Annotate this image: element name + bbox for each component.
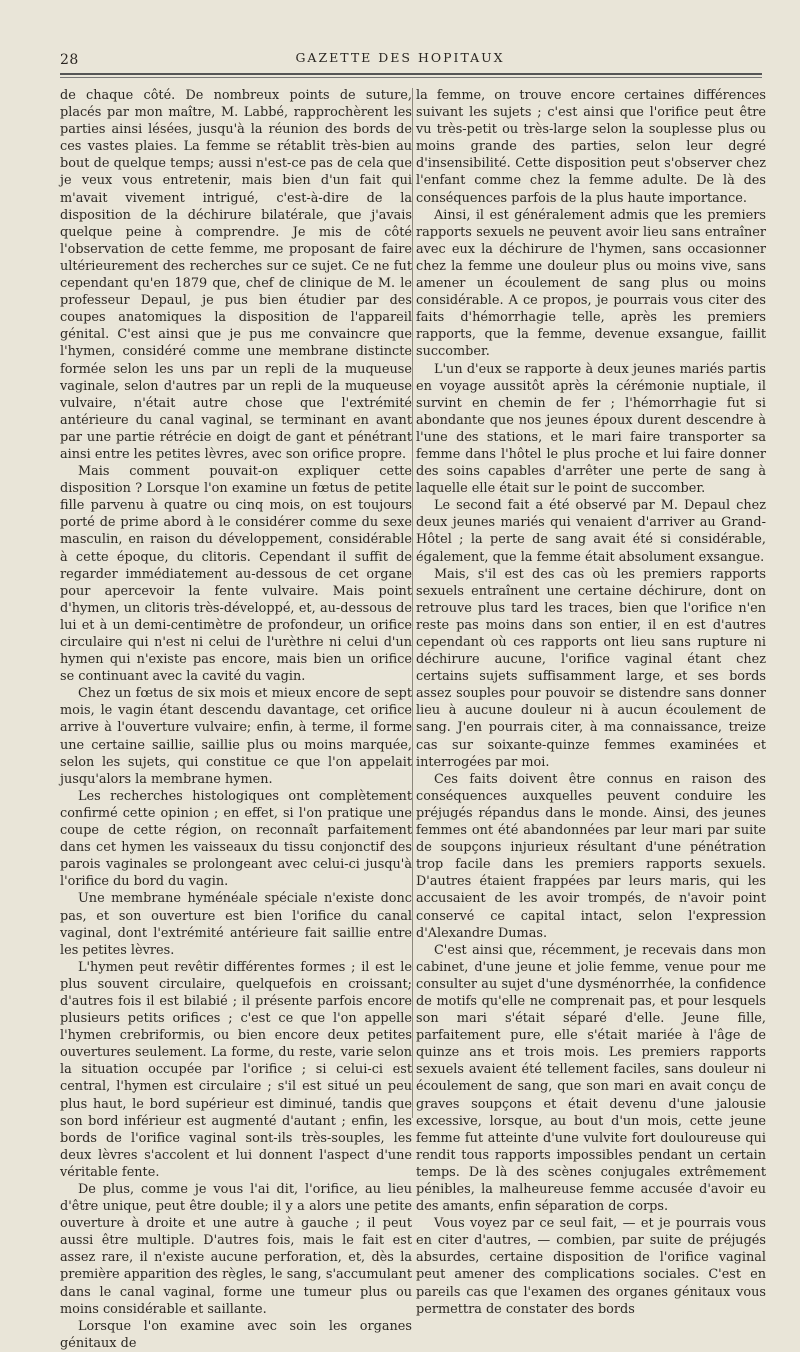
paragraph: Lorsque l'on examine avec soin les organes génitaux de (60, 1318, 412, 1351)
column-divider (412, 88, 413, 1118)
paragraph: Chez un fœtus de six mois et mieux encore de sept mois, le vagin étant descendu davantage, cet orifice arrive à l'ouverture vulvaire; enfin, à terme, il forme une certaine saillie, saillie plus ou moins marquée, selon les sujets, qui constitue ce que l'on appelait jusqu'alors la membrane hymen. (60, 686, 412, 787)
paragraph: de chaque côté. De nombreux points de suture, placés par mon maître, M. Labbé, rapprochèrent les parties ainsi lésées, jusqu'à la réunion des bords de ces vastes plaies. La femme se rétablit très-bien au bout de quelque temps; aussi n'est-ce pas de cela que je veux vous entretenir, mais bien d'un fait qui m'avait vivement intrigué, c'est-à-dire de la disposition de la déchirure bilatérale, que j'avais quelque peine à comprendre. Je mis de côté l'observation de cette femme, me proposant de faire ultérieurement des recherches sur ce sujet. Ce ne fut cependant qu'en 1879 que, chef de clinique de M. le professeur Depaul, je pus bien étudier par des coupes anatomiques la disposition de l'appareil génital. C'est ainsi que je pus me convaincre que l'hymen, considéré comme une membrane distincte formée selon les uns par un repli de la muqueuse vaginale, selon d'autres par un repli de la muqueuse vulvaire, n'était autre chose que l'extrémité antérieure du canal vaginal, se terminant en avant par une partie rétrécie en doigt de gant et pénétrant ainsi entre les petites lèvres, avec son orifice propre. (60, 88, 412, 462)
header-rule-thin (60, 77, 762, 78)
left-column (60, 87, 412, 1351)
paragraph: Mais comment pouvait-on expliquer cette disposition ? Lorsque l'on examine un fœtus de petite fille parvenu à quatre ou cinq mois, on est toujours porté de prime abord à le considérer comme du sexe masculin, en raison du développement, considérable à cette époque, du clitoris. Cependant il suffit de regarder immédiatement au-dessous de cet organe pour apercevoir la fente vulvaire. Mais point d'hymen, un clitoris très-développé, et, au-dessous de lui et à un demi-centimètre de profondeur, un orifice circulaire qui n'est ni celui de l'urèthre ni celui d'un hymen qui n'existe pas encore, mais bien un orifice se continuant avec la cavité du vagin. (60, 464, 412, 685)
paragraph: la femme, on trouve encore certaines différences suivant les sujets ; c'est ainsi que l'orifice peut être vu très-petit ou très-large selon la souplesse plus ou moins grande des parties, selon leur degré d'insensibilité. Cette disposition peut s'observer chez l'enfant comme chez la femme adulte. De là des conséquences parfois de la plus haute importance. (416, 88, 766, 206)
paragraph: Mais, s'il est des cas où les premiers rapports sexuels entraînent une certaine déchirure, dont on retrouve plus tard les traces, bien que l'orifice n'en reste pas moins dans son entier, il en est d'autres cependant où ces rapports ont lieu sans rupture ni déchirure aucune, l'orifice vaginal étant chez certains sujets suffisamment large, et ses bords assez souples pour pouvoir se distendre sans donner lieu à aucune douleur ni à aucun écoulement de sang. J'en pourrais citer, à ma connaissance, treize cas sur soixante-quinze femmes examinées et interrogées par moi. (416, 566, 766, 770)
page-number: 28 (60, 52, 79, 68)
header-rule-thick (60, 73, 762, 75)
paragraph: Ainsi, il est généralement admis que les premiers rapports sexuels ne peuvent avoir lieu sans entraîner avec eux la déchirure de l'hymen, sans occasionner chez la femme une douleur plus ou moins vive, sans amener un écoulement de sang plus ou moins considérable. A ce propos, je pourrais vous citer des faits d'hémorrhagie telle, après les premiers rapports, que la femme, devenue exsangue, faillit succomber. (416, 207, 766, 360)
right-column (416, 87, 766, 1317)
paragraph: L'un d'eux se rapporte à deux jeunes mariés partis en voyage aussitôt après la cérémonie nuptiale, il survint en chemin de fer ; l'hémorrhagie fut si abondante que nos jeunes époux durent descendre à l'une des stations, et le mari faire transporter sa femme dans l'hôtel le plus proche et lui faire donner des soins capables d'arrêter une perte de sang à laquelle elle était sur le point de succomber. (416, 361, 766, 497)
paragraph: Vous voyez par ce seul fait, — et je pourrais vous en citer d'autres, — combien, par suite de préjugés absurdes, certaine disposition de l'orifice vaginal peut amener des complications sociales. C'est en pareils cas que l'examen des organes génitaux vous permettra de constater des bords (416, 1216, 766, 1317)
paragraph: De plus, comme je vous l'ai dit, l'orifice, au lieu d'être unique, peut être double; il y a alors une petite ouverture à droite et une autre à gauche ; il peut aussi être multiple. D'autres fois, mais le fait est assez rare, il n'existe aucune perforation, et, dès la première apparition des règles, le sang, s'accumulant dans le canal vaginal, forme une tumeur plus ou moins considérable et saillante. (60, 1182, 412, 1317)
paragraph: Les recherches histologiques ont complètement confirmé cette opinion ; en effet, si l'on pratique une coupe de cette région, on reconnaît parfaitement dans cet hymen les vaisseaux du tissu conjonctif des parois vaginales se prolongeant avec celui-ci jusqu'à l'orifice du bord du vagin. (60, 788, 412, 890)
running-title: GAZETTE DES HOPITAUX (295, 50, 505, 65)
paragraph: L'hymen peut revêtir différentes formes ; il est le plus souvent circulaire, quelquefois en croissant; d'autres fois il est bilabié ; il présente parfois encore plusieurs petits orifices ; c'est ce que l'on appelle l'hymen crebriformis, ou bien encore deux petites ouvertures seulement. La forme, du reste, varie selon la situation occupée par l'orifice ; si celui-ci est central, l'hymen est circulaire ; s'il est situé un peu plus haut, le bord supérieur est diminué, tandis que son bord inférieur est augmenté d'autant ; enfin, les bords de l'orifice vaginal sont-ils très-souples, les deux lèvres s'accolent et lui donnent l'aspect d'une véritable fente. (60, 959, 412, 1180)
paragraph: Une membrane hyménéale spéciale n'existe donc pas, et son ouverture est bien l'orifice du canal vaginal, dont l'extrémité antérieure fait saillie entre les petites lèvres. (60, 891, 412, 958)
paragraph: C'est ainsi que, récemment, je recevais dans mon cabinet, d'une jeune et jolie femme, venue pour me consulter au sujet d'une dysménorrhée, la confidence de motifs qu'elle ne comprenait pas, et pour lesquels son mari s'était séparé d'elle. Jeune fille, parfaitement pure, elle s'était mariée à l'âge de quinze ans et trois mois. Les premiers rapports sexuels avaient été tellement faciles, sans douleur ni écoulement de sang, que son mari en avait conçu de graves soupçons et était devenu d'une jalousie excessive, lorsque, au bout d'un mois, cette jeune femme fut atteinte d'une vulvite fort douloureuse qui rendit tous rapports impossibles pendant un certain temps. De là des scènes conjugales extrêmement pénibles, la malheureuse femme accusée d'avoir eu des amants, enfin séparation de corps. (416, 942, 766, 1215)
paragraph: Le second fait a été observé par M. Depaul chez deux jeunes mariés qui venaient d'arriver au Grand-Hôtel ; la perte de sang avait été si considérable, également, que la femme était absolument exsangue. (416, 498, 766, 565)
paragraph: Ces faits doivent être connus en raison des conséquences auxquelles peuvent conduire les préjugés répandus dans le monde. Ainsi, des jeunes femmes ont été abandonnées par leur mari par suite de soupçons injurieux résultant d'une pénétration trop facile dans les premiers rapports sexuels. D'autres étaient frappées par leurs maris, qui les accusaient de les avoir trompés, de n'avoir point conservé ce capital intact, selon l'expression d'Alexandre Dumas. (416, 771, 766, 941)
